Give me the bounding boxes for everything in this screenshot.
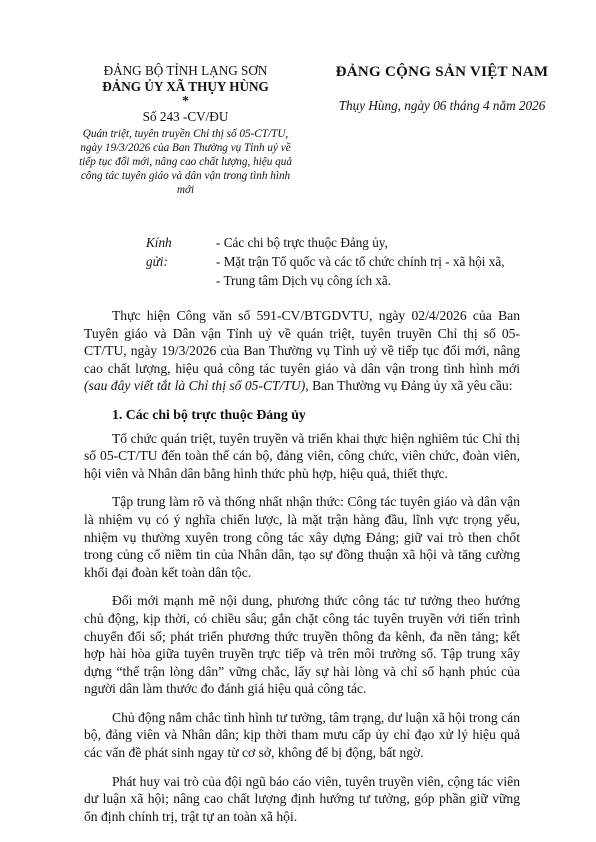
place-and-date: Thụy Hùng, ngày 06 tháng 4 năm 2026 bbox=[338, 98, 546, 113]
intro-paragraph bbox=[84, 307, 520, 395]
body-paragraph: Chủ động nắm chắc tình hình tư tưởng, tâm trạng, dư luận xã hội trong cán bộ, đảng viên và Nhân dân; kịp thời tham mưu cấp ủy chỉ đạo xử lý hiệu quả các vấn đề phát sinh ngay từ cơ sở, không để bị động, bất ngờ. bbox=[84, 709, 520, 761]
parent-organization: ĐẢNG BỘ TỈNH LẠNG SƠN bbox=[103, 63, 268, 78]
recipient-item: - Mặt trận Tổ quốc và các tổ chức chính trị - xã hội xã, bbox=[216, 254, 505, 269]
document-number: Số 243 -CV/ĐU bbox=[142, 109, 229, 124]
body-paragraph: Tổ chức quán triệt, tuyên truyền và triển khai thực hiện nghiêm túc Chỉ thị số 05-CT/TU đến toàn thể cán bộ, đảng viên, công chức, viên chức, đoàn viên, hội viên và Nhân dân bằng hình thức phù hợp, hiệu quả, thiết thực. bbox=[84, 430, 520, 481]
body-paragraph: Đổi mới mạnh mẽ nội dung, phương thức công tác tư tưởng theo hướng chủ động, kịp thời, có chiều sâu; gắn chặt công tác tuyên truyền với tiến trình chuyển đổi số; phát triển phương thức truyền thông đa kênh, đa nền tảng; kết hợp hài hòa giữa tuyên truyền trực tiếp và trên môi trường số. Tập trung xây dựng “thế trận lòng dân” vững chắc, lấy sự hài lòng và chỉ số hạnh phúc của người dân làm thước đo đánh giá hiệu quả công tác. bbox=[84, 593, 520, 697]
recipients-list bbox=[216, 233, 505, 290]
issuing-organization: ĐẢNG ỦY XÃ THỤY HÙNG bbox=[102, 79, 269, 94]
recipient-item: - Trung tâm Dịch vụ công ích xã. bbox=[216, 273, 392, 288]
national-heading-block bbox=[322, 64, 562, 114]
issuer-block bbox=[78, 63, 293, 197]
intro-text: Thực hiện Công văn số 591-CV/BTGDVTU, ngày 02/4/2026 của Ban Tuyên giáo và Dân vận Tỉnh uỷ về quán triệt, tuyên truyền Chỉ thị số 05-CT/TU, ngày 19/3/2026 của Ban Thường vụ Tỉnh uỷ về tiếp tục đổi mới, nâng cao chất lượng, hiệu quả công tác tuyên giáo và dân vận trong tình hình mới bbox=[84, 308, 520, 376]
intro-abbreviation-note: (sau đây viết tắt là Chỉ thị số 05-CT/TU) bbox=[84, 378, 306, 394]
document-body bbox=[84, 307, 520, 836]
body-paragraph: Phát huy vai trò của đội ngũ báo cáo viên, tuyên truyền viên, cộng tác viên dư luận xã hội; nâng cao chất lượng định hướng tư tưởng, góp phần giữ vững ổn định chính trị, trật tự an toàn xã hội. bbox=[84, 773, 520, 824]
section-heading: 1. Các chi bộ trực thuộc Đảng ủy bbox=[112, 406, 306, 422]
recipients-label: Kính gửi: bbox=[146, 235, 172, 269]
document-summary: Quán triệt, tuyên truyền Chỉ thị số 05-CT/TU, ngày 19/3/2026 của Ban Thường vụ Tỉnh uỷ về tiếp tục đổi mới, nâng cao chất lượng, hiệu quả công tác tuyên giáo và dân vận trong tình hình mới bbox=[79, 128, 292, 196]
intro-tail: , Ban Thường vụ Đảng ủy xã yêu cầu: bbox=[305, 378, 513, 394]
recipient-item: - Các chi bộ trực thuộc Đảng ủy, bbox=[216, 235, 388, 250]
party-name: ĐẢNG CỘNG SẢN VIỆT NAM bbox=[335, 64, 549, 80]
body-paragraph: Tập trung làm rõ và thống nhất nhận thức: Công tác tuyên giáo và dân vận là nhiệm vụ có ý nghĩa chiến lược, là mặt trận hàng đầu, lĩnh vực trọng yếu, nhiệm vụ thường xuyên trong công tác xây dựng Đảng; giữ vai trò then chốt trong củng cố niềm tin của Nhân dân, tạo sự đồng thuận xã hội và tăng cường khối đại đoàn kết toàn dân tộc. bbox=[84, 494, 520, 580]
separator-star: * bbox=[182, 93, 189, 108]
